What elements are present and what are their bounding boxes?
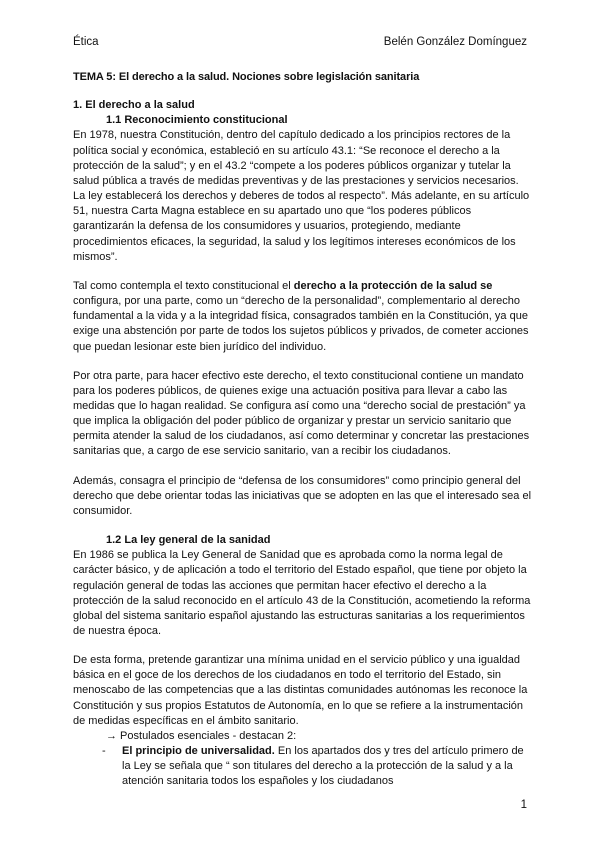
document-title: TEMA 5: El derecho a la salud. Nociones sobre legislación sanitaria (73, 71, 420, 83)
paragraph: En 1986 se publica la Ley General de Sanidad que es aprobada como la norma legal de carácter básico, y de aplicación a todo el territorio del Estado español, que tiene por objeto la regulación general de todas las acciones que permitan hacer efectivo el derecho a la protección de la salud reconocido en el artículo 43 de la Constitución, acometiendo la reforma global del sistema sanitario español ajustando las estructuras sanitarias a los requerimientos de nuestra época. (73, 549, 531, 637)
paragraph-text: Tal como contempla el texto constitucional el (73, 279, 294, 292)
list-item (102, 744, 533, 789)
paragraph: Además, consagra el principio de “defensa de los consumidores” como principio general del derecho que debe orientar todas las iniciativas que se adopten en las que el interesado sea el consumidor. (73, 474, 532, 517)
paragraph: Por otra parte, para hacer efectivo este derecho, el texto constitucional contiene un mandato para los poderes públicos, de quienes exige una actuación positiva para llevar a cabo las medidas que lo hagan realidad. Se configura así como una “derecho social de prestación” ya que implica la obligación del poder público de organizar y prestar un servicio sanitario que permita atender la salud de los ciudadanos, así como determinar y concretar las prestaciones sanitarias que, a cargo de ese servicio sanitario, van a recibir los ciudadanos. (73, 369, 530, 458)
subsection-heading: 1.2 La ley general de la sanidad (106, 534, 271, 547)
page-number: 1 (520, 799, 527, 811)
subsection-heading: 1.1 Reconocimiento constitucional (106, 114, 288, 127)
document-body (73, 70, 533, 790)
header-subject: Ética (73, 36, 99, 48)
paragraph-text: configura, por una parte, como un “derecho de la personalidad”, complementario al derecho fundamental a la vida y a la integridad física, consagrados también en la Constitución, ya que exige una abstención por parte de todos los sujetos públicos y privados, de cometer acciones que puedan lesionar este bien jurídico del individuo. (73, 295, 529, 353)
paragraph: En 1978, nuestra Constitución, dentro del capítulo dedicado a los principios rectores de la política social y económica, estableció en su artículo 43.1: “Se reconoce el derecho a la protección de la salud”; y en el 43.2 “compete a los poderes públicos organizar y tutelar la salud pública a través de medidas preventivas y de las prestaciones y servicios necesarios. La ley establecerá los derechos y deberes de todos al respecto”. Más adelante, en su artículo 51, nuestra Carta Magna establece en su apartado uno que “los poderes públicos garantizarán la defensa de los consumidores y usuarios, protegiendo, mediante procedimientos eficaces, la seguridad, la salud y los legítimos intereses económicos de los mismos”. (73, 129, 530, 263)
paragraph-emphasis: derecho a la protección de la salud se (293, 279, 493, 292)
section-heading: 1. El derecho a la salud (73, 99, 195, 112)
list-item-title: El principio de universalidad. (122, 745, 275, 758)
list-item-text: En los apartados dos y tres del artículo primero de la Ley se señala que “ son titulares del derecho a la protección de la salud y a la atención sanitaria todos los españoles y los ciudadanos (122, 745, 524, 788)
bullet-dash: - (102, 745, 106, 758)
header-author: Belén González Domínguez (383, 36, 527, 48)
paragraph (73, 279, 533, 355)
paragraph: De esta forma, pretende garantizar una mínima unidad en el servicio público y una igualdad básica en el goce de los derechos de los ciudadanos en todo el territorio del Estado, sin menoscabo de las competencias que a las distintas comunidades autónomas les reconoce la Constitución y sus propios Estatutos de Autonomía, en lo que se refiere a la instrumentación de medidas específicas en el ámbito sanitario. (73, 654, 528, 727)
arrow-line: → Postulados esenciales - destacan 2: (106, 729, 297, 742)
